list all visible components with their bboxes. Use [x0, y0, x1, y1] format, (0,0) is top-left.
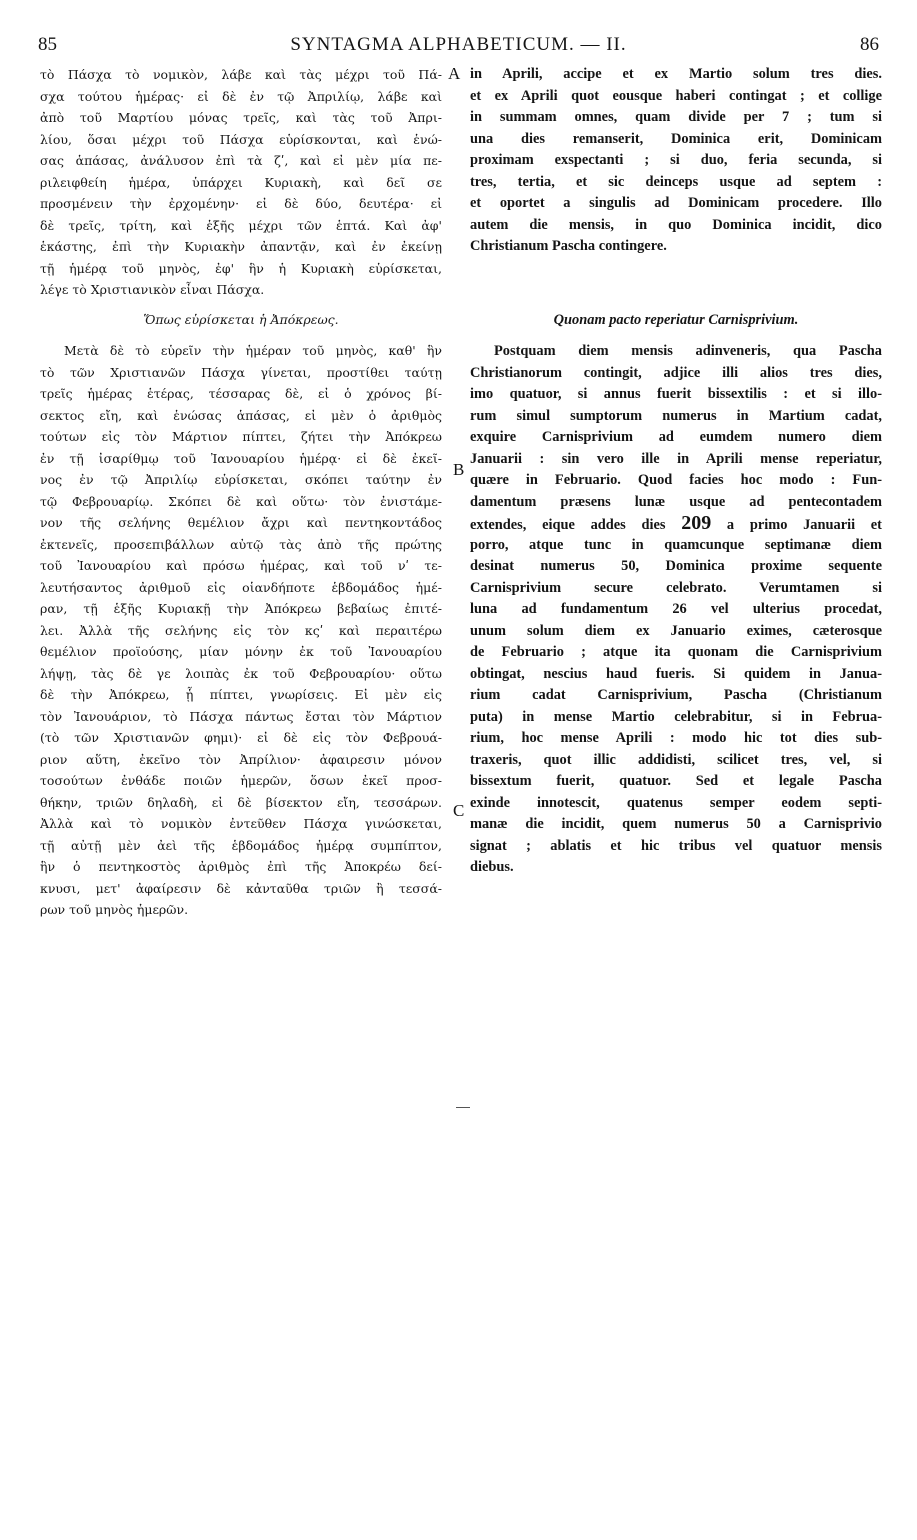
greek-line: τῷ Φεβρουαρίῳ. Σκόπει δὲ καὶ οὕτω· τὸν ἐνιστάμε-: [40, 493, 442, 509]
latin-line: Postquam diem mensis adinveneris, qua Pascha: [494, 343, 882, 359]
latin-line: puta) in mense Martio celebrabitur, si in Februa-: [470, 708, 882, 725]
greek-line: τὸ Πάσχα τὸ νομικὸν, λάβε καὶ τὰς μέχρι τοῦ Πά-: [40, 67, 442, 82]
greek-line: λίου, ὅσαι μέχρι τοῦ Πάσχα εὑρίσκονται, καὶ ἑνώ-: [40, 131, 442, 147]
latin-line: luna ad fundamentum 26 vel ulterius procedat,: [470, 601, 882, 617]
greek-line: τρεῖς ἡμέρας ἑτέρας, τέσσαρας δὲ, εἰ ὁ χρόνος βί-: [40, 386, 442, 401]
latin-line: et oportet a singulis ad Dominicam procedere. Illo: [470, 195, 882, 211]
greek-line: θεμέλιον προϊούσης, μίαν μόνην ἐκ τοῦ Ἰανουαρίου: [40, 644, 442, 659]
latin-line: obtingat, nescius haud fueris. Si quidem in Janua-: [470, 665, 882, 682]
latin-line: quære in Februario. Quod facies hoc modo : Fun-: [470, 472, 882, 488]
greek-line: λει. Ἀλλὰ τῆς σελήνης εἰς τὸν κςʹ καὶ περαιτέρω: [40, 622, 442, 638]
greek-line: νος ἐν τῷ Ἀπριλίῳ εὑρίσκεται, σκόπει ταύτην ἐν: [40, 472, 442, 487]
greek-line: σας ἁπάσας, ἀνάλυσον ἐπὶ τὰ ζʹ, καὶ εἰ μὲν μία πε-: [40, 153, 442, 168]
latin-line: una dies remanserit, Dominica erit, Dominicam: [470, 130, 882, 147]
latin-line: porro, atque tunc in quamcunque septimanæ diem: [470, 536, 882, 553]
greek-line: ριλειφθείη ἡμέρα, ὑπάρχει Κυριακὴ, καὶ δεῖ σε: [40, 174, 442, 190]
latin-line: diebus.: [470, 859, 514, 875]
greek-line: σεκτος εἴη, καὶ ἑνώσας ἁπάσας, εἰ μὲν ὁ ἀριθμὸς: [40, 407, 442, 423]
running-header: [38, 34, 879, 58]
greek-line: προσμένειν τὴν ἐρχομένην· εἰ δὲ δύο, δευτέρα· εἰ: [40, 196, 442, 211]
greek-line: τὸ τῶν Χριστιανῶν Πάσχα γίνεται, προστίθει ταύτῃ: [40, 364, 442, 380]
latin-line: tres, tertia, et sic deinceps usque ad septem :: [470, 173, 882, 190]
latin-line: Christianorum contingit, adjice illi alios tres dies,: [470, 364, 882, 381]
emphasized-number: 209: [681, 513, 712, 534]
latin-line: desinat numerus 50, Dominica proxime sequente: [470, 558, 882, 574]
latin-line: rum simul sumptorum numerus in Martium cadat,: [470, 407, 882, 424]
greek-line: τοῦ Ἰανουαρίου καὶ πρόσω ἡμέρας, καὶ τοῦ νʹ τε-: [40, 558, 442, 573]
latin-line: manæ die incidit, quem numerus 50 a Carnisprivio: [470, 816, 882, 832]
greek-line: ἐκτενεῖς, προσεπιβάλλων αὐτῷ τὰς ἀπὸ τῆς πρώτης: [40, 536, 442, 552]
latin-text: extendes, eique addes dies: [470, 517, 666, 533]
margin-marker-c: C: [453, 801, 465, 820]
latin-line: in summam omnes, quam divide per 7 ; tum si: [470, 109, 882, 125]
latin-line-with-number: [470, 513, 882, 535]
greek-line: σχα τούτου ἡμέρας· εἰ δὲ ἐν τῷ Ἀπριλίῳ, λάβε καὶ: [40, 88, 442, 104]
latin-line: in Aprili, accipe et ex Martio solum tres dies.: [470, 66, 882, 82]
bottom-dash-rule: [456, 1107, 470, 1108]
greek-line: Μετὰ δὲ τὸ εὑρεῖν τὴν ἡμέραν τοῦ μηνὸς, καθ' ἣν: [64, 343, 442, 358]
latin-line: signat ; ablatis et hic tribus vel quatuor mensis: [470, 837, 882, 854]
greek-line: θήκην, τριῶν δηλαδὴ, εἰ δὲ βίσεκτον εἴη, τεσσάρων.: [40, 794, 442, 810]
latin-line: de Februario ; atque ita quonam die Carnisprivium: [470, 644, 882, 660]
greek-line: ἣν ὁ πεντηκοστὸς ἀριθμὸς ἐπὶ τῆς Ἀποκρέω δεί-: [40, 859, 442, 874]
right-page-number: 86: [860, 34, 879, 55]
greek-line: τοσούτων ἐνθάδε ποιῶν ἡμερῶν, ὅσων ἐκεῖ προσ-: [40, 773, 442, 788]
latin-line: Christianum Pascha contingere.: [470, 238, 667, 254]
greek-section-heading: Ὅπως εὑρίσκεται ἡ Ἀπόκρεως.: [143, 311, 339, 327]
latin-line: Januarii : sin vero ille in Aprili mense reperiatur,: [470, 450, 882, 467]
greek-line: ρων τοῦ μηνὸς ἡμερῶν.: [40, 902, 189, 917]
greek-line: νον τῆς σελήνης θεμέλιον ἄχρι καὶ πεντηκοντάδος: [40, 515, 442, 530]
latin-text: a primo Januarii et: [726, 517, 882, 533]
latin-line: proximam exspectanti ; si duo, feria secunda, si: [470, 152, 882, 168]
latin-line: traxeris, quot illic addidisti, scilicet tres, vel, si: [470, 751, 882, 768]
greek-line: Ἀλλὰ καὶ τὸ νομικὸν ἐντεῦθεν Πάσχα γινώσκεται,: [40, 816, 442, 831]
greek-line: τῇ ἡμέρᾳ τοῦ μηνὸς, ἐφ' ἣν ἡ Κυριακὴ εὑρίσκεται,: [40, 260, 442, 276]
margin-marker-b: B: [453, 460, 465, 479]
latin-line: autem die mensis, in quo Dominica incidit, dico: [470, 216, 882, 233]
latin-line: damentum præsens lunæ usque ad pentecontadem: [470, 493, 882, 510]
latin-line: exquire Carnisprivium ad eumdem numero diem: [470, 429, 882, 445]
greek-line: λευτήσαντος ἀριθμοῦ εἰς οἱανδήποτε ἑβδομάδος ἡμέ-: [40, 579, 442, 595]
greek-line: ραν, τῇ ἑξῆς Κυριακῇ τὴν Ἀπόκρεω βεβαίως ἐπιτέ-: [40, 601, 442, 616]
latin-line: exinde innotescit, quatenus semper eodem septi-: [470, 794, 882, 811]
greek-line: ἐν τῇ ἰσαρίθμῳ τοῦ Ἰανουαρίου ἡμέρᾳ· εἰ δὲ ἐκεῖ-: [40, 450, 442, 466]
greek-line: λήψῃ, τὰς δὲ γε λοιπὰς ἐκ τοῦ Φεβρουαρίου· οὕτω: [40, 665, 442, 681]
greek-line: κνυσι, μετ' ἀφαίρεσιν δὲ κἀνταῦθα τριῶν ἢ τεσσά-: [40, 880, 442, 896]
running-title: SYNTAGMA ALPHABETICUM. — II.: [290, 34, 627, 55]
greek-line: ἑκάστης, ἐπὶ τὴν Κυριακὴν ἀπαντᾷν, καὶ ἐν ἐκείνῃ: [40, 239, 442, 254]
margin-marker-a: A: [448, 64, 461, 83]
greek-line: ριον αὕτη, ἐκεῖνο τὸν Ἀπρίλιον· ἀφαιρεσιν μόνον: [40, 751, 442, 767]
greek-line: δὲ τὴν Ἀπόκρεω, ᾗ πίπτει, γνωρίσεις. Εἰ μὲν εἰς: [40, 687, 442, 702]
greek-line: τούτων εἰς τὸν Μάρτιον πίπτει, ζήτει τὴν Ἀπόκρεω: [40, 429, 442, 444]
greek-line: τῇ αὐτῇ μὲν ἀεὶ τῆς ἑβδομάδος ἡμέρᾳ συμπίπτον,: [40, 837, 442, 853]
latin-line: bissextum fuerit, quatuor. Sed et legale Pascha: [470, 773, 882, 789]
latin-line: rium, hoc mense Aprili : modo hic tot dies sub-: [470, 730, 882, 746]
latin-column: [470, 64, 882, 879]
greek-line: λέγε τὸ Χριστιανικὸν εἶναι Πάσχα.: [40, 282, 265, 297]
latin-line: et ex Aprili quot eousque haberi contingat ; et collige: [470, 87, 882, 104]
latin-line: imo quatuor, si annus fuerit bissextilis : et si illo-: [470, 386, 882, 402]
greek-line: τὸν Ἰανουάριον, τὸ Πάσχα πάντως ἔσται τὸν Μάρτιον: [40, 708, 442, 724]
latin-line: rium cadat Carnisprivium, Pascha (Christianum: [470, 687, 882, 703]
greek-line: ἀπὸ τοῦ Μαρτίου μόνας τρεῖς, καὶ τὰς τοῦ Ἀπρι-: [40, 110, 442, 125]
left-page-number: 85: [38, 34, 57, 55]
greek-line: (τὸ τῶν Χριστιανῶν φημι)· εἰ δὲ εἰς τὸν Φεβρουά-: [40, 730, 442, 745]
latin-line: unum solum diem ex Januario eximes, cæterosque: [470, 622, 882, 639]
latin-line: Carnisprivium secure celebrato. Verumtamen si: [470, 579, 882, 596]
greek-line: δὲ τρεῖς, τρίτη, καὶ ἑξῆς μέχρι τῶν ἑπτά. Καὶ ἀφ': [40, 217, 442, 233]
greek-column: [40, 64, 442, 921]
latin-section-heading: Quonam pacto reperiatur Carnisprivium.: [553, 311, 799, 328]
